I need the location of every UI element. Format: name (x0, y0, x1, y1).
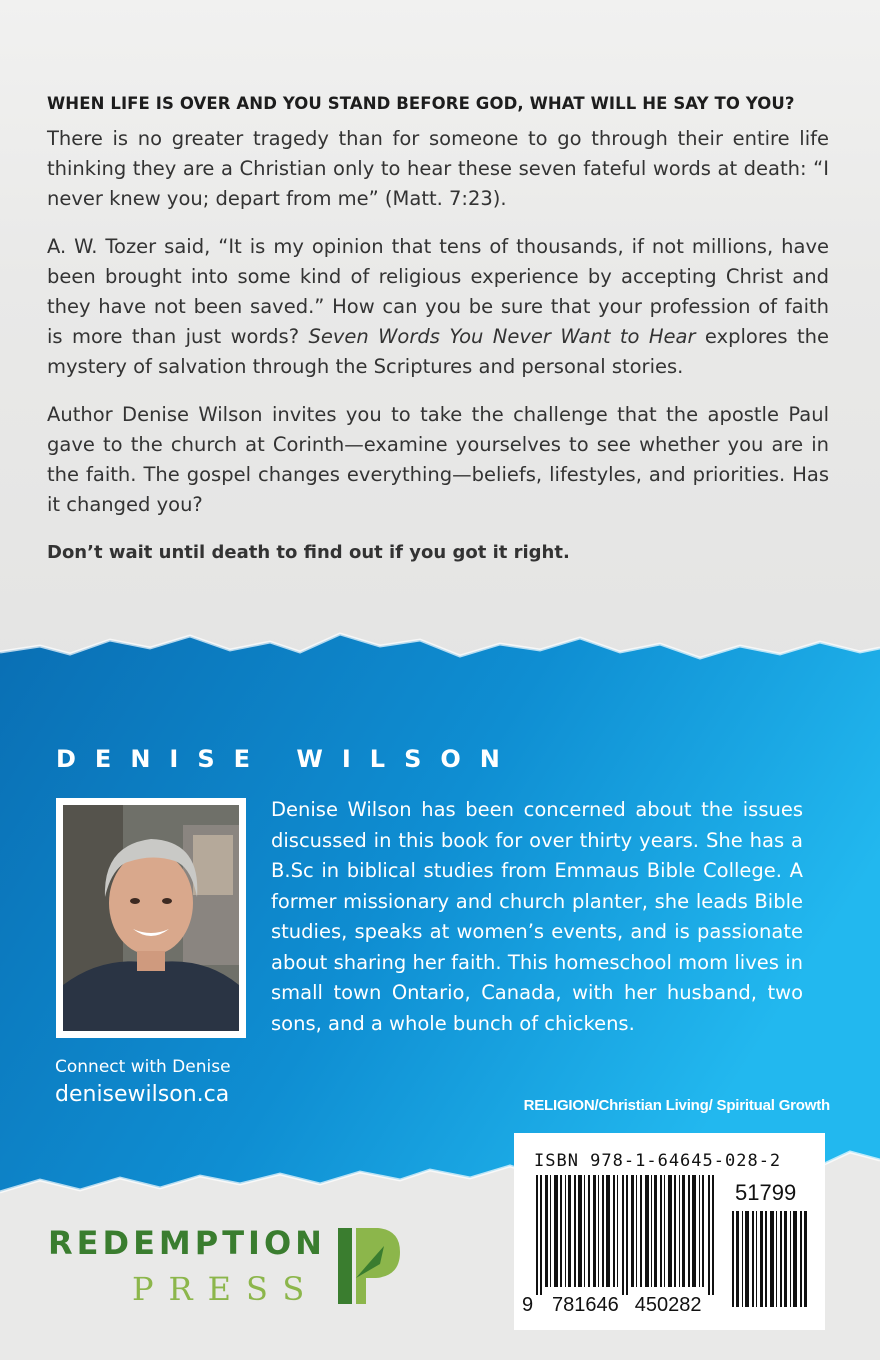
challenge-paragraph: Author Denise Wilson invites you to take the challenge that the apostle Paul gave to the church at Corinth—examine yourselves to see whether you are in the faith. The gospel changes everything—beliefs, lifestyles, and priorities. Has it changed you? (47, 403, 829, 516)
tozer-text-end: explores the mystery of salvation through the Scriptures and personal stories. (47, 325, 829, 378)
isbn-barcode (514, 1133, 825, 1330)
connect-label: Connect with Denise (55, 1057, 231, 1077)
author-name: DENISE WILSON (56, 745, 519, 773)
price-code: 51799 (735, 1180, 797, 1205)
headline: WHEN LIFE IS OVER AND YOU STAND BEFORE GOD, WHAT WILL HE SAY TO YOU? (47, 94, 795, 113)
author-bio: Denise Wilson has been concerned about the issues discussed in this book for over thirty years. She has a B.Sc in biblical studies from Emmaus Bible College. A former missionary and church planter, she leads Bible studies, speaks at women’s events, and is passionate about sharing her faith. This homeschool mom lives in small town Ontario, Canada, with her husband, two sons, and a whole bunch of chickens. (271, 798, 803, 1035)
closing-line: Don’t wait until death to find out if you got it right. (47, 542, 570, 563)
ean-group-2: 450282 (634, 1294, 702, 1316)
publisher-logo (48, 1224, 408, 1314)
tozer-text: A. W. Tozer said, “It is my opinion that tens of thousands, if not millions, have been brought into some kind of religious experience by accepting Christ and they have not been saved.” How can you be sure that your profession of faith is more than just words? (47, 235, 829, 348)
book-title: Seven Words You Never Want to Hear (308, 325, 696, 348)
publisher-name-line-1: REDEMPTION (48, 1224, 326, 1262)
author-photo (63, 805, 239, 1031)
tozer-paragraph (47, 232, 829, 382)
back-cover-copy (47, 92, 829, 586)
intro-paragraph: There is no greater tragedy than for someone to go through their entire life thinking they are a Christian only to hear these seven fateful words at death: “I never knew you; depart from me” (Matt. 7:23). (47, 127, 829, 210)
isbn-number: ISBN 978-1-64645-028-2 (534, 1151, 782, 1171)
bisac-category: RELIGION/Christian Living/ Spiritual Growth (523, 1097, 830, 1114)
ean-bars (536, 1175, 716, 1295)
ean-digits (522, 1294, 722, 1317)
addon-bars (732, 1211, 808, 1307)
publisher-name-line-2: PRESS (132, 1270, 320, 1308)
publisher-mark-icon (338, 1224, 402, 1306)
ean-group-1: 781646 (552, 1294, 619, 1316)
author-website-link[interactable]: denisewilson.ca (55, 1082, 230, 1107)
connect-block (55, 1056, 231, 1110)
ean-first-digit: 9 (522, 1294, 534, 1316)
author-photo-frame (56, 798, 246, 1038)
